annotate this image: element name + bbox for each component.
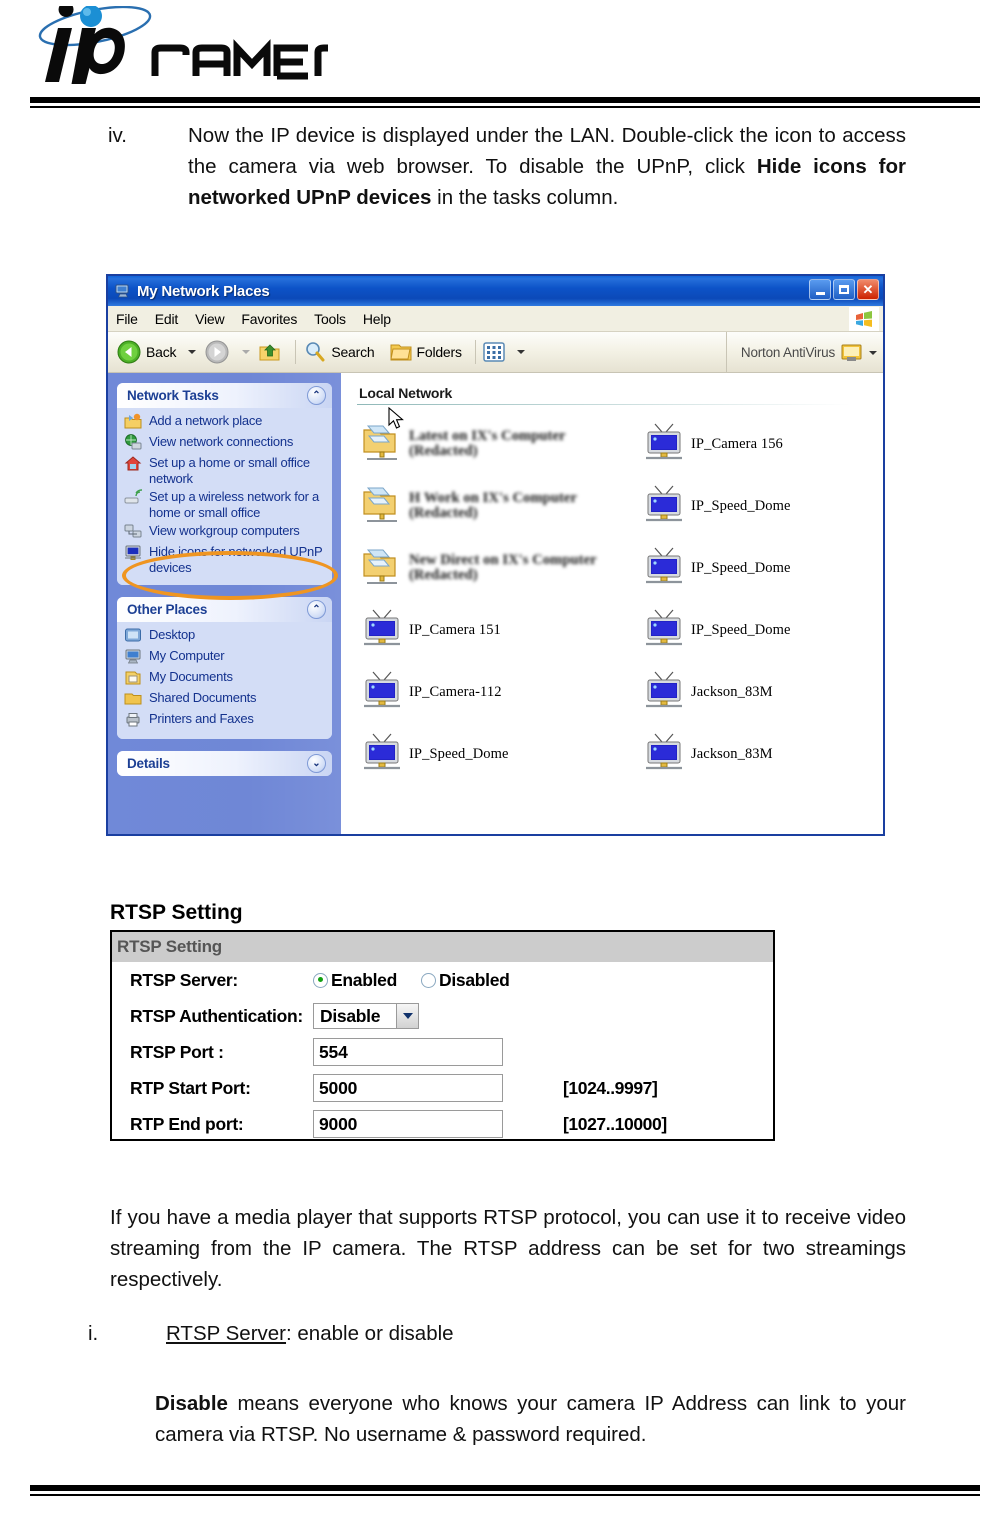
sidebar-label-view-network-connections: View network connections (149, 434, 294, 449)
rtsp-panel-title: RTSP Setting (112, 932, 773, 962)
step-iv-text-1: Now the IP device is displayed under the LAN. Double-click the icon to access the camera via web browser. To disable the UPnP, click (188, 124, 906, 178)
list-item[interactable] (637, 599, 883, 661)
upnp-device-icon (637, 670, 691, 714)
sidebar-label-hide-upnp-icons: Hide icons for networked UPnP devices (149, 544, 323, 575)
rtp-start-port-row (112, 1070, 773, 1106)
printers-faxes-icon (124, 711, 144, 729)
rtsp-server-row (112, 962, 773, 998)
views-button[interactable] (483, 342, 505, 362)
rtp-start-port-range-hint: [1024..9997] (563, 1077, 658, 1098)
sidebar-item-view-workgroup-computers[interactable] (124, 523, 328, 541)
rtsp-authentication-value: Disable (320, 1005, 381, 1026)
norton-antivirus-toolbar[interactable] (726, 332, 877, 373)
menu-item-help[interactable]: Help (362, 310, 391, 327)
radio-disabled-icon[interactable] (421, 973, 436, 988)
disable-note-bold: Disable (155, 1392, 228, 1415)
views-dropdown-caret[interactable] (517, 350, 525, 354)
step-i-text: : enable or disable (286, 1322, 454, 1345)
list-item[interactable] (637, 723, 883, 785)
list-item[interactable] (637, 537, 883, 599)
list-item[interactable] (637, 661, 883, 723)
panel-title-details: Details (127, 756, 170, 771)
list-item[interactable] (355, 413, 637, 475)
sidebar-label-my-documents: My Documents (149, 669, 233, 684)
collapse-chevron-icon[interactable]: ⌃ (307, 600, 326, 619)
step-i-underlined: RTSP Server (166, 1322, 287, 1345)
close-button[interactable]: ✕ (857, 279, 879, 300)
sidebar-label-setup-wireless-network: Set up a wireless network for a home or small office (149, 489, 319, 520)
list-item[interactable] (355, 723, 637, 785)
rtsp-authentication-label: RTSP Authentication: (130, 1005, 303, 1026)
toolbar-separator-1 (295, 340, 296, 364)
step-iv-paragraph (108, 120, 906, 213)
rtsp-server-radio-group (313, 970, 510, 991)
step-iv-bold: Hide icons for networked UPnP devices (188, 155, 906, 209)
list-item-label: IP_Camera-112 (409, 683, 502, 700)
panel-body-other-places (117, 622, 332, 739)
collapse-chevron-icon[interactable]: ⌃ (307, 386, 326, 405)
list-item-label: New Direct on IX's Computer (Redacted) (409, 552, 597, 583)
rtsp-port-row (112, 1034, 773, 1070)
panel-header-other-places[interactable] (117, 597, 332, 622)
group-header-local-network: Local Network (359, 385, 453, 401)
network-items-grid (355, 413, 883, 785)
windows-flag-icon (849, 307, 879, 331)
panel-body-network-tasks (117, 408, 332, 585)
shared-documents-icon (124, 690, 144, 708)
step-i-body (166, 1318, 906, 1349)
step-i-paragraph (88, 1318, 906, 1349)
my-computer-icon (124, 648, 144, 666)
folders-label: Folders (416, 344, 462, 360)
upnp-device-icon (355, 608, 409, 652)
rtsp-authentication-row (112, 998, 773, 1034)
list-item-label: H Work on IX's Computer (Redacted) (409, 490, 577, 521)
list-item-label: IP_Speed_Dome (691, 497, 791, 514)
wireless-network-icon (124, 489, 144, 507)
toolbar (108, 332, 883, 373)
menu-item-file[interactable]: File (116, 310, 138, 327)
sidebar-item-hide-upnp-icons[interactable] (124, 544, 328, 575)
upnp-device-icon (355, 670, 409, 714)
my-documents-icon (124, 669, 144, 687)
sidebar-label-view-workgroup-computers: View workgroup computers (149, 523, 300, 538)
ip-camera-logo (28, 6, 328, 84)
step-iv-marker: iv. (108, 124, 127, 147)
toolbar-separator-2 (475, 340, 476, 364)
window-titlebar (108, 276, 883, 306)
rtp-end-port-row (112, 1106, 773, 1142)
rtsp-setting-panel (110, 930, 775, 1141)
home-network-icon (124, 455, 144, 473)
sidebar-item-setup-wireless-network[interactable] (124, 489, 328, 520)
desktop-icon (124, 627, 144, 645)
menu-item-tools[interactable]: Tools (314, 310, 346, 327)
forward-button (204, 339, 230, 365)
footer-divider (30, 1485, 980, 1496)
sidebar-label-setup-home-network: Set up a home or small office network (149, 455, 310, 486)
window-controls (809, 279, 879, 300)
back-label: Back (146, 344, 177, 360)
logo-svg (28, 6, 328, 84)
shared-folder-icon (355, 484, 409, 528)
chevron-down-icon[interactable] (396, 1004, 418, 1028)
sidebar-item-shared-documents[interactable] (124, 690, 328, 708)
window-title: My Network Places (137, 282, 270, 300)
upnp-device-icon (355, 732, 409, 776)
list-item-label: IP_Camera 156 (691, 435, 783, 452)
list-item[interactable] (355, 599, 637, 661)
shared-folder-icon (355, 546, 409, 590)
list-item[interactable] (355, 661, 637, 723)
upnp-device-icon (637, 732, 691, 776)
rtp-start-port-label: RTP Start Port: (130, 1077, 251, 1098)
network-places-icon (114, 282, 132, 300)
rtsp-server-label: RTSP Server: (130, 969, 238, 990)
search-label: Search (331, 344, 375, 360)
rtsp-port-label: RTSP Port : (130, 1041, 224, 1062)
rtp-end-port-input[interactable]: 9000 (313, 1110, 503, 1138)
list-item[interactable] (637, 413, 883, 475)
list-item-label: Jackson_83M (691, 745, 773, 762)
sidebar-item-add-network-place[interactable] (124, 413, 328, 431)
my-network-places-window[interactable] (106, 274, 885, 836)
norton-label: Norton AntiVirus (740, 345, 835, 360)
upnp-device-icon (637, 608, 691, 652)
sidebar-item-printers-and-faxes[interactable] (124, 711, 328, 729)
step-iv-body (188, 120, 906, 213)
disable-note-text: means everyone who knows your camera IP Address can link to your camera via RTSP. No username & password required. (155, 1392, 906, 1446)
up-one-level-button[interactable] (258, 340, 282, 364)
norton-icon (841, 343, 863, 363)
rtsp-server-enabled-option[interactable] (313, 970, 397, 991)
list-item-label: IP_Speed_Dome (691, 559, 791, 576)
sidebar-item-view-network-connections[interactable] (124, 434, 328, 452)
list-item-label: Jackson_83M (691, 683, 773, 700)
menu-item-edit[interactable]: Edit (154, 310, 179, 327)
folders-button[interactable] (389, 340, 462, 364)
network-connections-icon (124, 434, 144, 452)
list-item-label: IP_Speed_Dome (691, 621, 791, 638)
panel-details (117, 751, 332, 776)
step-i-marker: i. (88, 1322, 99, 1345)
workgroup-icon (124, 523, 144, 541)
radio-enabled-icon[interactable] (313, 973, 328, 988)
panel-title-other-places: Other Places (127, 602, 208, 617)
sidebar-item-my-computer[interactable] (124, 648, 328, 666)
sidebar-label-desktop: Desktop (149, 627, 195, 642)
file-list-area[interactable] (341, 373, 883, 836)
menu-bar (108, 306, 883, 332)
sidebar-label-shared-documents: Shared Documents (149, 690, 257, 705)
rtsp-authentication-control (313, 1003, 419, 1029)
disable-note-paragraph (155, 1388, 906, 1450)
back-button[interactable] (116, 339, 176, 365)
rtsp-authentication-select[interactable] (313, 1003, 419, 1029)
upnp-device-icon (637, 422, 691, 466)
forward-dropdown-caret (242, 350, 250, 354)
step-iv-text-2: in the tasks column. (431, 186, 619, 209)
panel-network-tasks (117, 383, 332, 585)
sidebar-label-printers-and-faxes: Printers and Faxes (149, 711, 254, 726)
panel-other-places (117, 597, 332, 739)
sidebar-label-my-computer: My Computer (149, 648, 225, 663)
norton-dropdown-caret[interactable] (869, 351, 877, 355)
rtp-start-port-input[interactable]: 5000 (313, 1074, 503, 1102)
panel-header-network-tasks[interactable] (117, 383, 332, 408)
back-dropdown-caret[interactable] (188, 350, 196, 354)
list-item[interactable] (355, 537, 637, 599)
panel-title-network-tasks: Network Tasks (127, 388, 219, 403)
list-item-label: Latest on IX's Computer (Redacted) (409, 428, 566, 459)
panel-header-details[interactable] (117, 751, 332, 776)
sidebar-label-add-network-place: Add a network place (149, 413, 263, 428)
explorer-body (108, 373, 883, 836)
rtsp-port-control (313, 1038, 503, 1066)
list-item[interactable] (637, 475, 883, 537)
maximize-button[interactable] (833, 279, 855, 300)
search-button[interactable] (303, 340, 374, 364)
rtsp-port-input[interactable]: 554 (313, 1038, 503, 1066)
upnp-device-icon (637, 484, 691, 528)
rtsp-setting-heading: RTSP Setting (110, 901, 243, 924)
add-network-place-icon (124, 413, 144, 431)
rtsp-server-disabled-label: Disabled (438, 969, 510, 990)
list-item[interactable] (355, 475, 637, 537)
rtp-end-port-control (313, 1110, 667, 1138)
list-item-label: IP_Camera 151 (409, 621, 501, 638)
sidebar-item-desktop[interactable] (124, 627, 328, 645)
menu-item-favorites[interactable]: Favorites (241, 310, 298, 327)
mouse-cursor-icon (388, 407, 406, 436)
minimize-button[interactable] (809, 279, 831, 300)
list-item-label: IP_Speed_Dome (409, 745, 509, 762)
upnp-device-icon (637, 546, 691, 590)
rtp-end-port-range-hint: [1027..10000] (563, 1113, 667, 1134)
rtp-end-port-label: RTP End port: (130, 1113, 244, 1134)
rtsp-server-enabled-label: Enabled (331, 969, 397, 990)
rtsp-description-paragraph: If you have a media player that supports RTSP protocol, you can use it to receive video streaming from the IP camera. The RTSP address can be set for two streamings respectively. (110, 1206, 906, 1291)
expand-chevron-icon[interactable]: ⌄ (307, 754, 326, 773)
header-divider (30, 97, 980, 108)
task-pane (108, 373, 341, 836)
sidebar-item-my-documents[interactable] (124, 669, 328, 687)
sidebar-item-setup-home-network[interactable] (124, 455, 328, 486)
menu-item-view[interactable]: View (195, 310, 225, 327)
rtp-start-port-control (313, 1074, 657, 1102)
upnp-device-icon (124, 544, 144, 562)
group-header-divider (357, 404, 851, 405)
rtsp-server-disabled-option[interactable] (421, 970, 510, 991)
